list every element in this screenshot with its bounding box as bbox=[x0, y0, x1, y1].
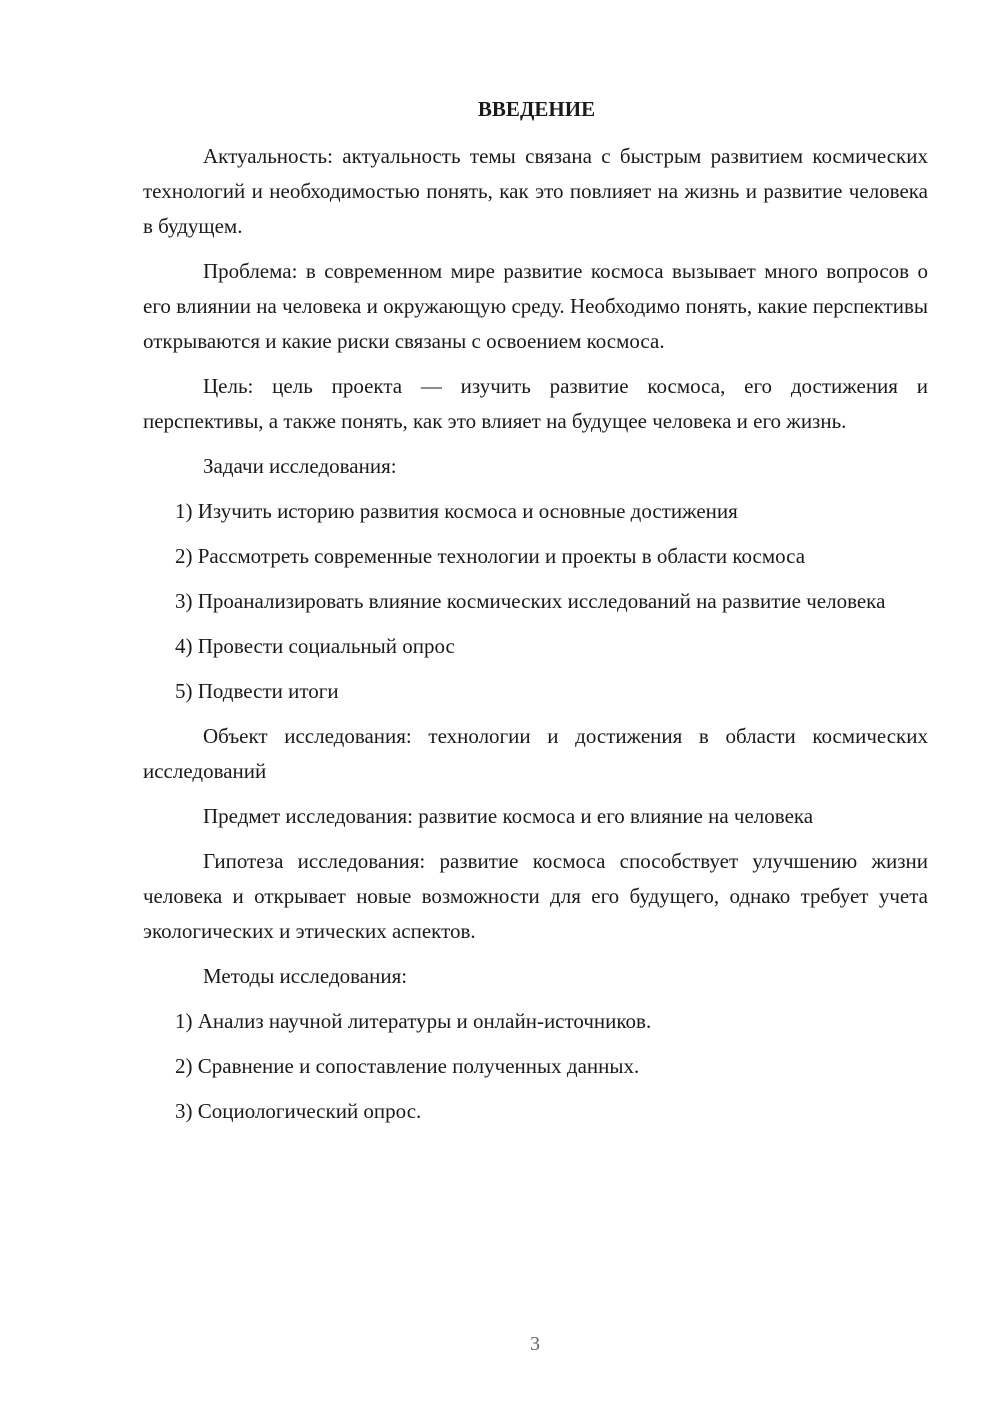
task-item: 4) Провести социальный опрос bbox=[175, 634, 455, 658]
method-item: 3) Социологический опрос. bbox=[175, 1099, 422, 1123]
method-item: 2) Сравнение и сопоставление полученных данных. bbox=[175, 1054, 640, 1078]
relevance-paragraph: Актуальность: актуальность темы связана с быстрым развитием космических технологий и необходимостью понять, как это повлияет на жизнь и развитие человека в будущем. bbox=[143, 144, 928, 238]
task-item: 1) Изучить историю развития космоса и основные достижения bbox=[175, 499, 738, 523]
method-item: 1) Анализ научной литературы и онлайн-источников. bbox=[175, 1009, 652, 1033]
task-item: 3) Проанализировать влияние космических исследований на развитие человека bbox=[175, 589, 886, 613]
problem-paragraph: Проблема: в современном мире развитие космоса вызывает много вопросов о его влиянии на человека и окружающую среду. Необходимо понять, какие перспективы открываются и какие риски связаны с освоением космоса. bbox=[143, 259, 928, 353]
section-heading: ВВЕДЕНИЕ bbox=[477, 97, 596, 121]
methods-title: Методы исследования: bbox=[203, 964, 408, 988]
tasks-title: Задачи исследования: bbox=[203, 454, 397, 478]
task-item: 5) Подвести итоги bbox=[175, 679, 339, 703]
hypothesis-paragraph: Гипотеза исследования: развитие космоса способствует улучшению жизни человека и открывает новые возможности для его будущего, однако требует учета экологических и этических аспектов. bbox=[143, 849, 928, 943]
subject-paragraph: Предмет исследования: развитие космоса и его влияние на человека bbox=[203, 804, 814, 828]
goal-paragraph: Цель: цель проекта — изучить развитие космоса, его достижения и перспективы, а также понять, как это влияет на будущее человека и его жизнь. bbox=[143, 374, 928, 433]
page-number: 3 bbox=[530, 1333, 540, 1355]
task-item: 2) Рассмотреть современные технологии и проекты в области космоса bbox=[175, 544, 806, 568]
document-body bbox=[143, 92, 928, 1139]
object-paragraph: Объект исследования: технологии и достижения в области космических исследований bbox=[143, 724, 928, 783]
